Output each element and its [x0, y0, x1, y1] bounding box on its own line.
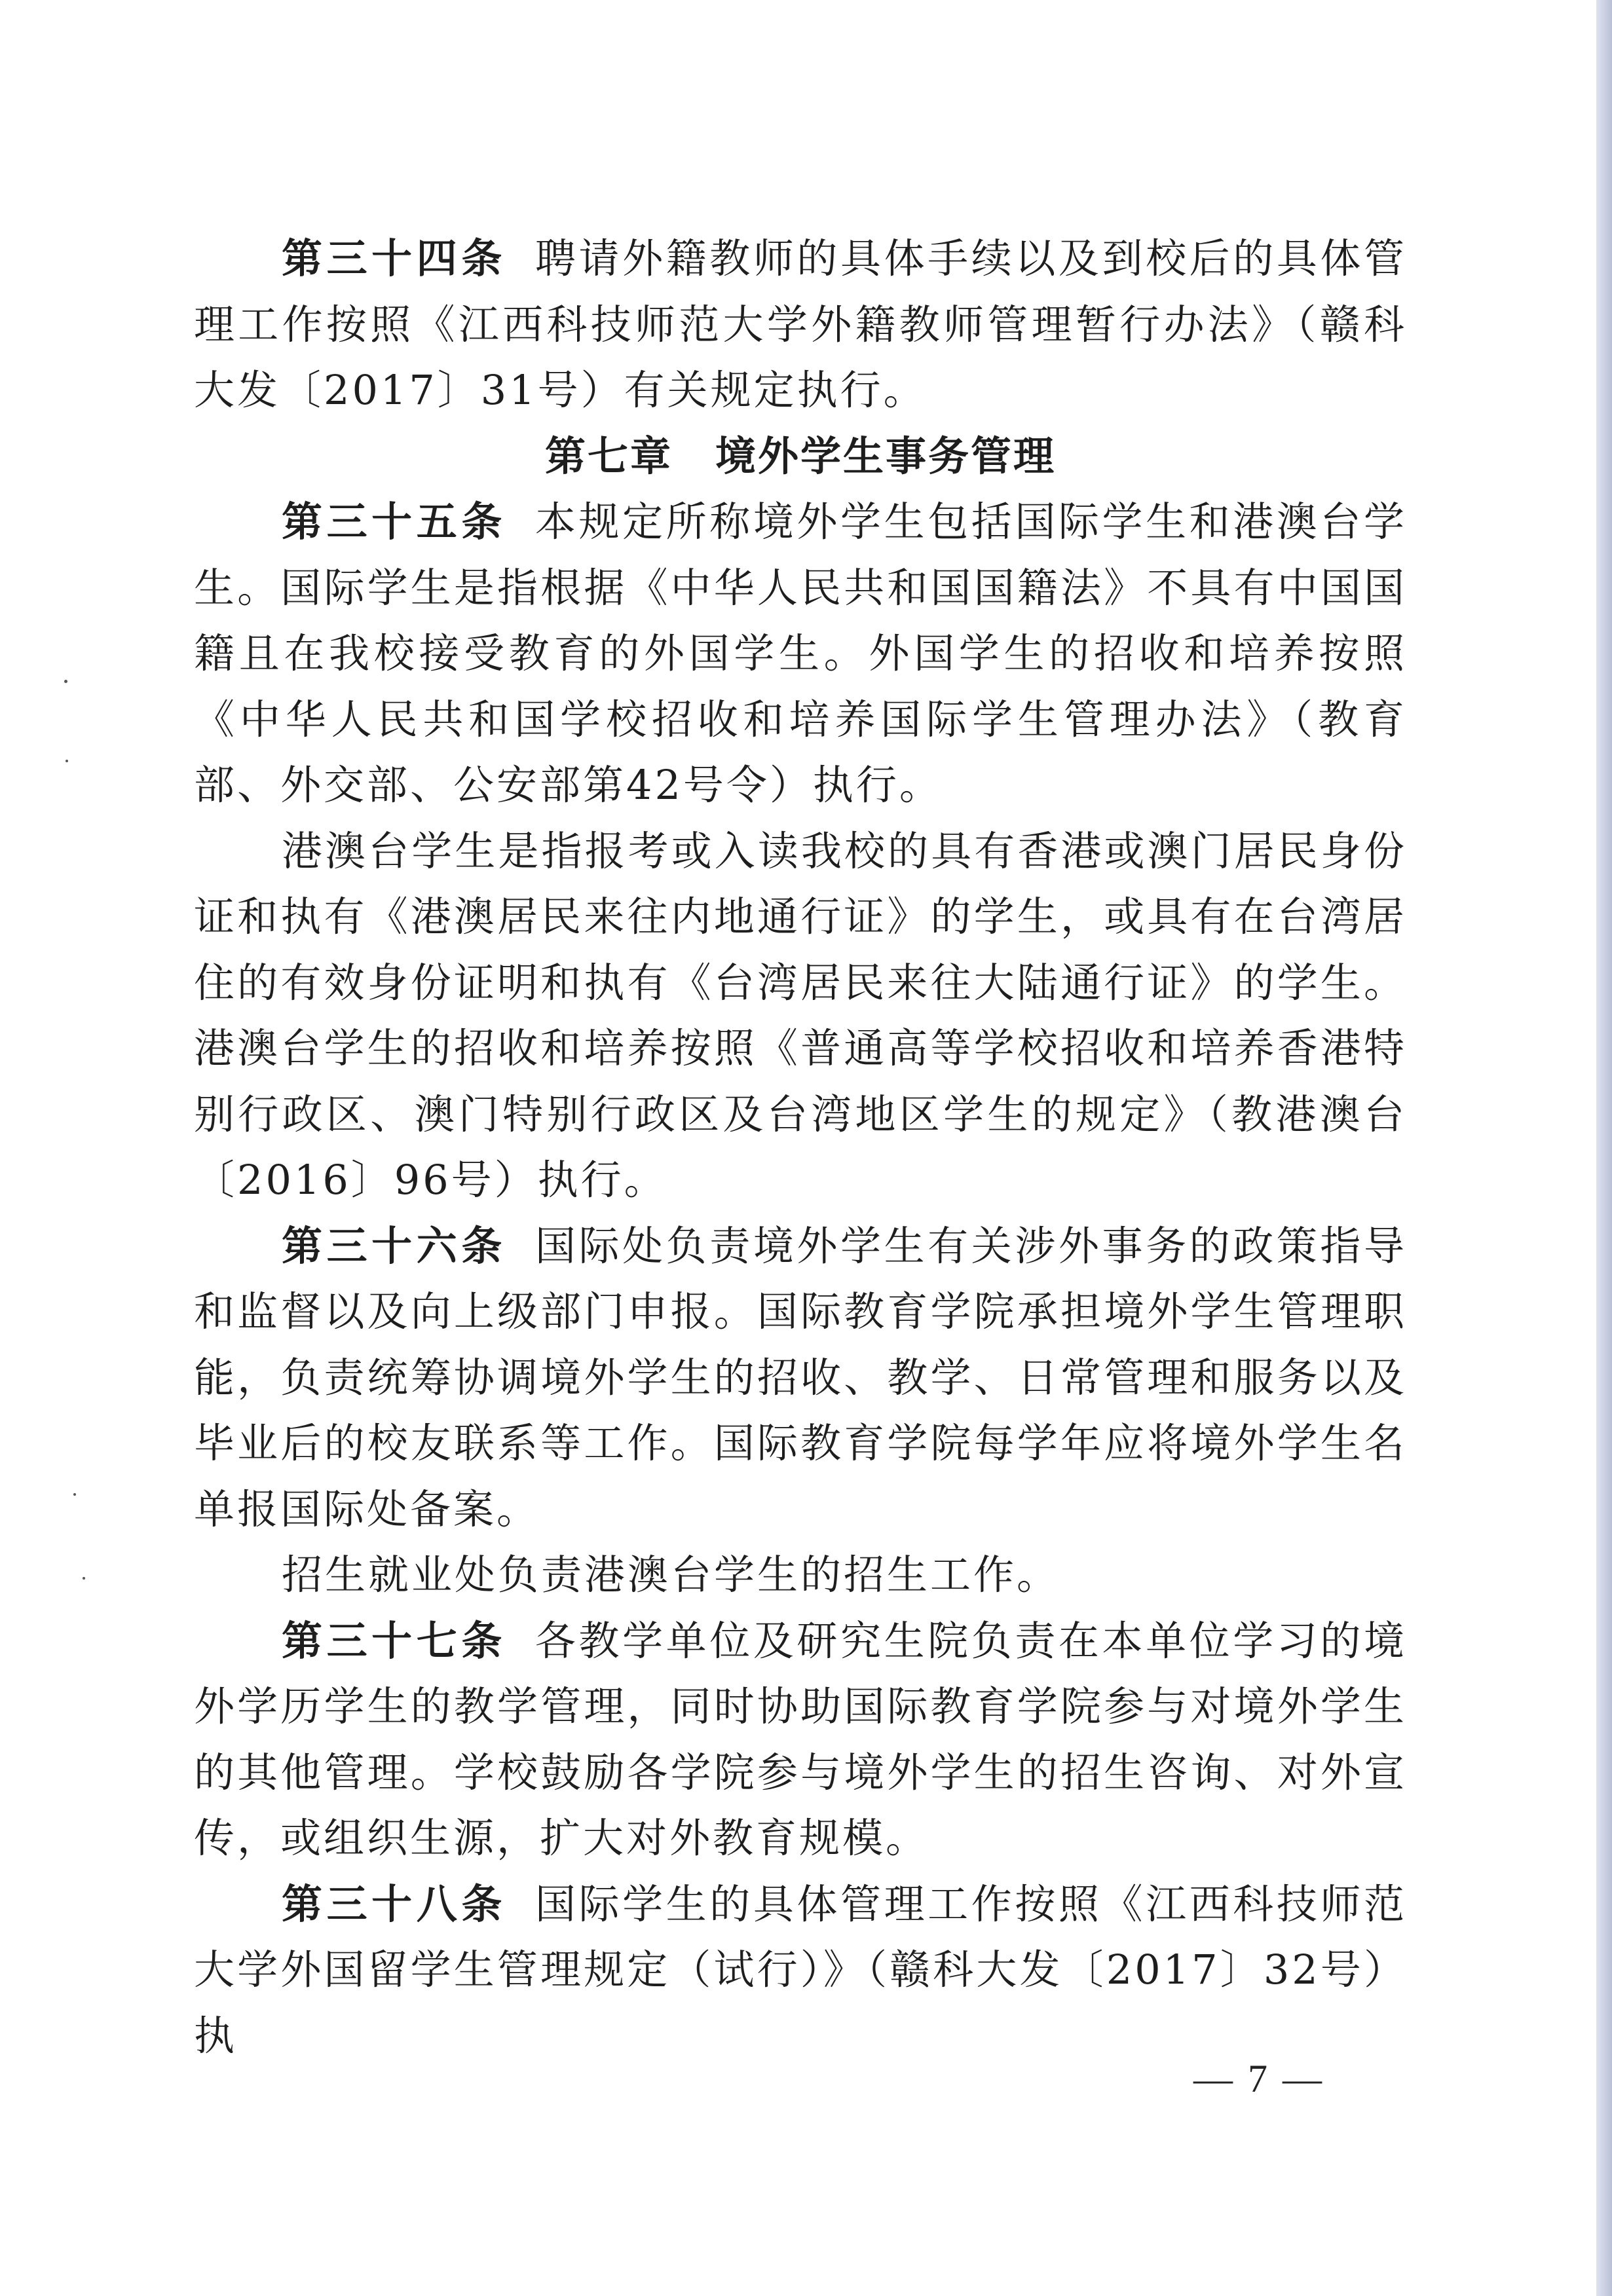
article-36-text: 国际处负责境外学生有关涉外事务的政策指导和监督以及向上级部门申报。国际教育学院承担境外学生管理职能，负责统筹协调境外学生的招收、教学、日常管理和服务以及毕业后的校友联系等工作。国际教育学院每学年应将境外学生名单报国际处备案。 — [194, 1221, 1407, 1533]
article-36-label: 第三十六条 — [282, 1221, 506, 1270]
article-36 — [194, 1213, 1407, 1543]
article-35-text: 本规定所称境外学生包括国际学生和港澳台学生。国际学生是指根据《中华人民共和国国籍法》不具有中国国籍且在我校接受教育的外国学生。外国学生的招收和培养按照《中华人民共和国学校招收和培养国际学生管理办法》（教育部、外交部、公安部第42号令）执行。 — [194, 498, 1407, 809]
chapter-7-heading: 第七章 境外学生事务管理 — [544, 432, 1056, 480]
article-38 — [194, 1872, 1407, 2069]
page-number: — 7 — — [1193, 2057, 1324, 2100]
scan-speck — [73, 1493, 76, 1496]
article-34-text: 聘请外籍教师的具体手续以及到校后的具体管理工作按照《江西科技师范大学外籍教师管理暂行办法》（赣科大发〔2017〕31号）有关规定执行。 — [194, 234, 1407, 414]
scan-speck — [64, 680, 67, 683]
scan-speck — [83, 1577, 85, 1580]
article-37-text: 各教学单位及研究生院负责在本单位学习的境外学历学生的教学管理，同时协助国际教育学院参与对境外学生的其他管理。学校鼓励各学院参与境外学生的招生咨询、对外宣传，或组织生源，扩大对外教育规模。 — [194, 1616, 1407, 1862]
article-37 — [194, 1608, 1407, 1872]
article-35 — [194, 489, 1407, 819]
scan-edge — [1596, 0, 1612, 2296]
article-37-label: 第三十七条 — [282, 1616, 506, 1665]
article-34-label: 第三十四条 — [282, 234, 506, 282]
article-36-paragraph-2: 招生就业处负责港澳台学生的招生工作。 — [282, 1551, 1060, 1599]
article-35-label: 第三十五条 — [282, 498, 506, 546]
scan-speck — [66, 760, 68, 762]
article-34 — [194, 226, 1407, 424]
article-38-text: 国际学生的具体管理工作按照《江西科技师范大学外国留学生管理规定（试行）》（赣科大发〔2017〕32号）执 — [194, 1879, 1407, 2060]
document-body — [194, 226, 1407, 2069]
article-38-label: 第三十八条 — [282, 1879, 506, 1928]
article-35-paragraph-2: 港澳台学生是指报考或入读我校的具有香港或澳门居民身份证和执有《港澳居民来往内地通行证》的学生，或具有在台湾居住的有效身份证明和执有《台湾居民来往大陆通行证》的学生。港澳台学生的招收和培养按照《普通高等学校招收和培养香港特别行政区、澳门特别行政区及台湾地区学生的规定》（教港澳台〔2016〕96号）执行。 — [194, 826, 1407, 1204]
